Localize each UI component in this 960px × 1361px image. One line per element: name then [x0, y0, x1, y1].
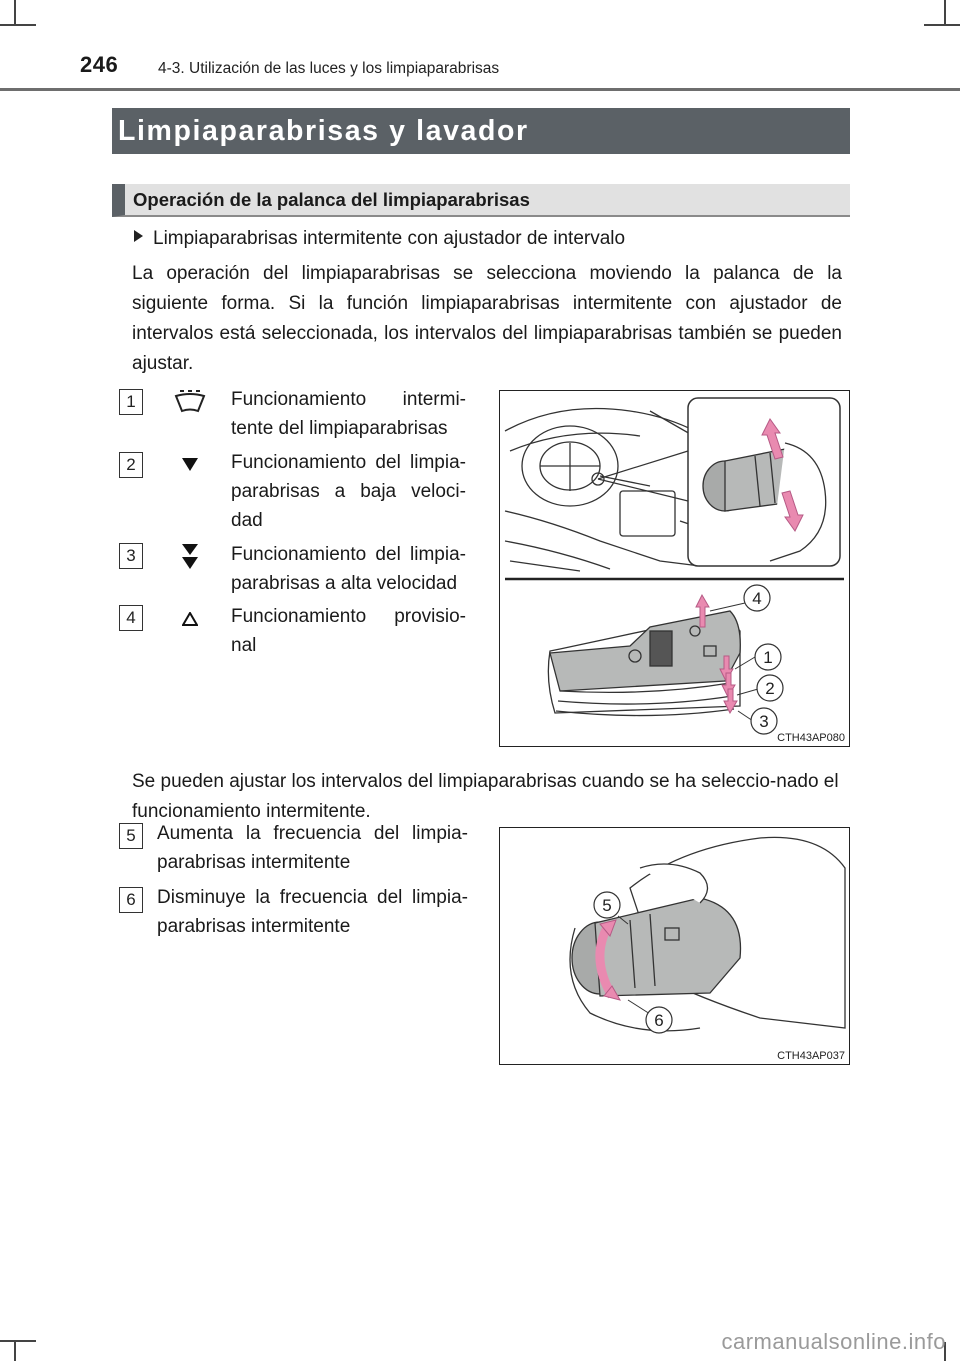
callout-number: 2 [119, 452, 143, 478]
callout-label: 6 [654, 1011, 664, 1030]
intro-paragraph: La operación del limpiaparabrisas se selecciona moviendo la palanca de la siguiente forma. Si la función limpiaparabrisas intermitente con ajustador de intervalos está seleccionada, los intervalos del limpiaparabrisas también se pueden ajustar. [132, 263, 842, 374]
callout-number: 3 [119, 543, 143, 569]
intermittent-wiper-icon [172, 390, 208, 414]
single-down-arrow-icon [182, 458, 198, 472]
subsection-bar [112, 184, 850, 217]
crop-mark [0, 1340, 36, 1342]
crop-mark [14, 0, 16, 24]
callout-number: 1 [119, 389, 143, 415]
crop-mark [14, 1342, 16, 1361]
callout-number: 6 [119, 887, 143, 913]
bullet-text: Limpiaparabrisas intermitente con ajustador de intervalo [153, 228, 626, 249]
legend-text: Funcionamiento del limpia-parabrisas a baja veloci-dad [231, 452, 466, 531]
figure-code: CTH43AP037 [777, 1050, 845, 1062]
crop-mark [944, 0, 946, 24]
item-text: Aumenta la frecuencia del limpia-parabrisas intermitente [157, 823, 468, 873]
dashboard-illustration [500, 391, 849, 746]
bullet-triangle-icon [134, 230, 143, 242]
running-head: 4-3. Utilización de las luces y los limpiaparabrisas [158, 60, 500, 77]
legend-text: Funcionamiento provisio-nal [231, 606, 466, 656]
bullet-heading [134, 228, 625, 250]
item-text: Disminuye la frecuencia del limpia-parabrisas intermitente [157, 887, 468, 937]
dial-illustration [500, 828, 849, 1064]
header-rule [0, 88, 960, 91]
callout-label: 5 [602, 896, 612, 915]
callout-number: 5 [119, 823, 143, 849]
callout-label: 3 [759, 712, 769, 731]
callout-label: 4 [752, 589, 762, 608]
interval-paragraph: Se pueden ajustar los intervalos del limpiaparabrisas cuando se ha seleccio-nado el funcionamiento intermitente. [132, 771, 839, 822]
subsection-title: Operación de la palanca del limpiaparabrisas [133, 189, 530, 210]
watermark: carmanualsonline.info [721, 1329, 946, 1354]
page-number: 246 [80, 52, 119, 77]
crop-mark [0, 24, 36, 26]
callout-label: 2 [765, 679, 775, 698]
legend-text: Funcionamiento del limpia-parabrisas a alta velocidad [231, 544, 466, 594]
legend-text: Funcionamiento intermi-tente del limpiaparabrisas [231, 389, 466, 439]
figure-code: CTH43AP080 [777, 732, 845, 744]
callout-label: 1 [763, 648, 773, 667]
double-down-arrow-icon [182, 544, 198, 570]
crop-mark [924, 24, 960, 26]
hollow-up-arrow-icon [182, 612, 198, 626]
callout-number: 4 [119, 605, 143, 631]
figure-interval-dial [499, 827, 850, 1065]
figure-wiper-lever [499, 390, 850, 747]
section-title: Limpiaparabrisas y lavador [112, 108, 850, 154]
